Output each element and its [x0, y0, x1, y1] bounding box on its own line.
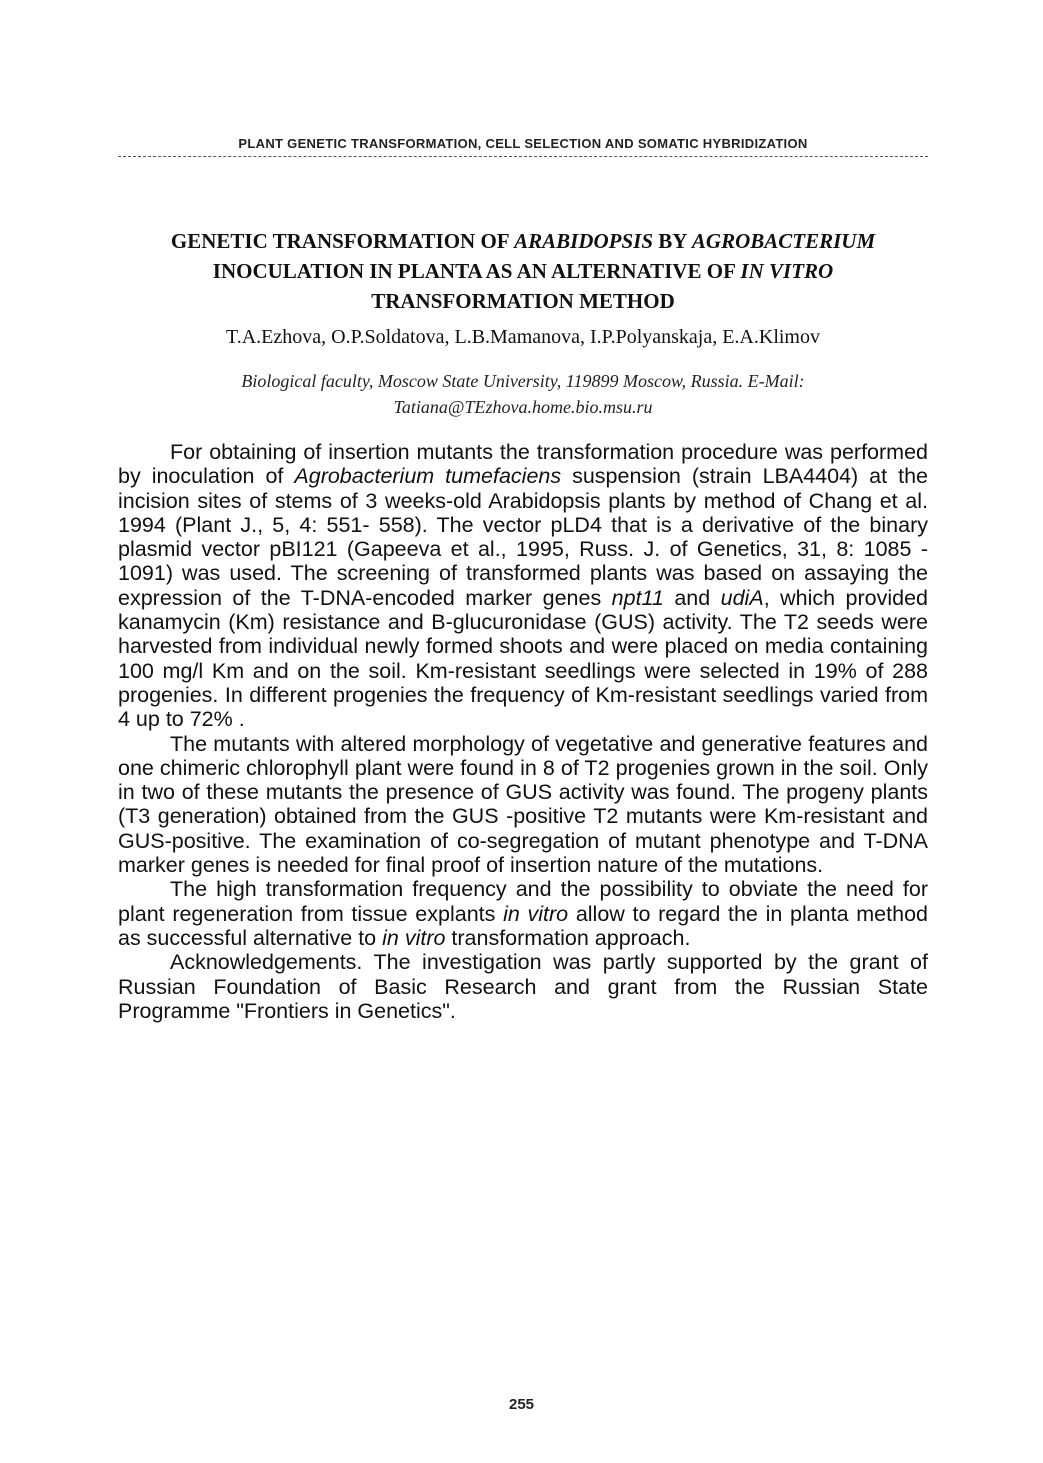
- affiliation-email: Tatiana@TEzhova.home.bio.msu.ru: [393, 397, 653, 417]
- paragraph-text: transformation approach.: [445, 925, 691, 950]
- paragraph: The mutants with altered morphology of vegetative and generative features and one chimeric chlorophyll plant were found in 8 of T2 progenies grown in the soil. Only in two of these mutants the presence of GUS activity was found. The progeny plants (T3 generation) obtained from the GUS -positive T2 mutants were Km-resistant and GUS-positive. The examination of co-segregation of mutant phenotype and T-DNA marker genes is needed for final proof of insertion nature of the mutations.: [118, 731, 928, 878]
- running-header: PLANT GENETIC TRANSFORMATION, CELL SELECTION AND SOMATIC HYBRIDIZATION: [238, 136, 808, 151]
- paragraph-text: suspension (strain LBA4404) at the incision sites of stems of 3 weeks-old Arabidopsis plants by method of Chang et al. 1994 (Plant J., 5, 4: 551- 558). The vector pLD4 that is a derivative of the binary plasmid vector pBI121 (Gapeeva et al., 1995, Russ. J. of Genetics, 31, 8: 1085 - 1091) was used. The screening of transformed plants was based on assaying the expression of the T-DNA-encoded marker genes: [118, 464, 928, 610]
- paragraph-text: allow to regard the in planta method as successful alternative to: [118, 901, 928, 950]
- article-body: [118, 440, 928, 1023]
- paragraph-text: , which provided kanamycin (Km) resistance and B-glucuronidase (GUS) activity. The T2 seeds were harvested from individual newly formed shoots and were placed on media containing 100 mg/l Km and on the soil. Km-resistant seedlings were selected in 19% of 288 progenies. In different progenies the frequency of Km-resistant seedlings varied from 4 up to 72% .: [118, 585, 928, 732]
- affiliation-line: Biological faculty, Moscow State University, 119899 Moscow, Russia. E-Mail:: [241, 371, 805, 391]
- in-vitro-term: in vitro: [382, 925, 446, 950]
- title-text: BY: [653, 229, 692, 253]
- acknowledgements: Acknowledgements. The investigation was partly supported by the grant of Russian Foundation of Basic Research and grant from the Russian State Programme "Frontiers in Genetics".: [118, 950, 928, 1023]
- article-title: [110, 226, 936, 316]
- title-genus-agrobacterium: AGROBACTERIUM: [691, 229, 876, 253]
- paragraph: [118, 877, 928, 950]
- title-in-vitro: IN VITRO: [740, 259, 834, 283]
- header-rule: [118, 156, 928, 157]
- gene-name: udiA: [720, 585, 764, 610]
- title-text: INOCULATION IN PLANTA AS AN ALTERNATIVE OF: [212, 259, 741, 283]
- title-text: GENETIC TRANSFORMATION OF: [170, 229, 515, 253]
- authors: T.A.Ezhova, O.P.Soldatova, L.B.Mamanova, I.P.Polyanskaja, E.A.Klimov: [225, 326, 820, 348]
- affiliation: [110, 368, 936, 420]
- paragraph-text: and: [663, 585, 721, 610]
- paragraph-text: For obtaining of insertion mutants the transformation procedure was performed by inoculation of: [118, 440, 928, 489]
- species-name: Agrobacterium tumefaciens: [294, 464, 562, 489]
- in-vitro-term: in vitro: [503, 901, 569, 926]
- title-genus-arabidopsis: ARABIDOPSIS: [514, 229, 653, 253]
- gene-name: npt11: [611, 585, 664, 610]
- title-text: TRANSFORMATION METHOD: [371, 289, 675, 313]
- page-number: 255: [508, 1396, 535, 1413]
- paragraph-text: The high transformation frequency and the possibility to obviate the need for plant regeneration from tissue explants: [118, 877, 928, 926]
- paragraph: [118, 440, 928, 732]
